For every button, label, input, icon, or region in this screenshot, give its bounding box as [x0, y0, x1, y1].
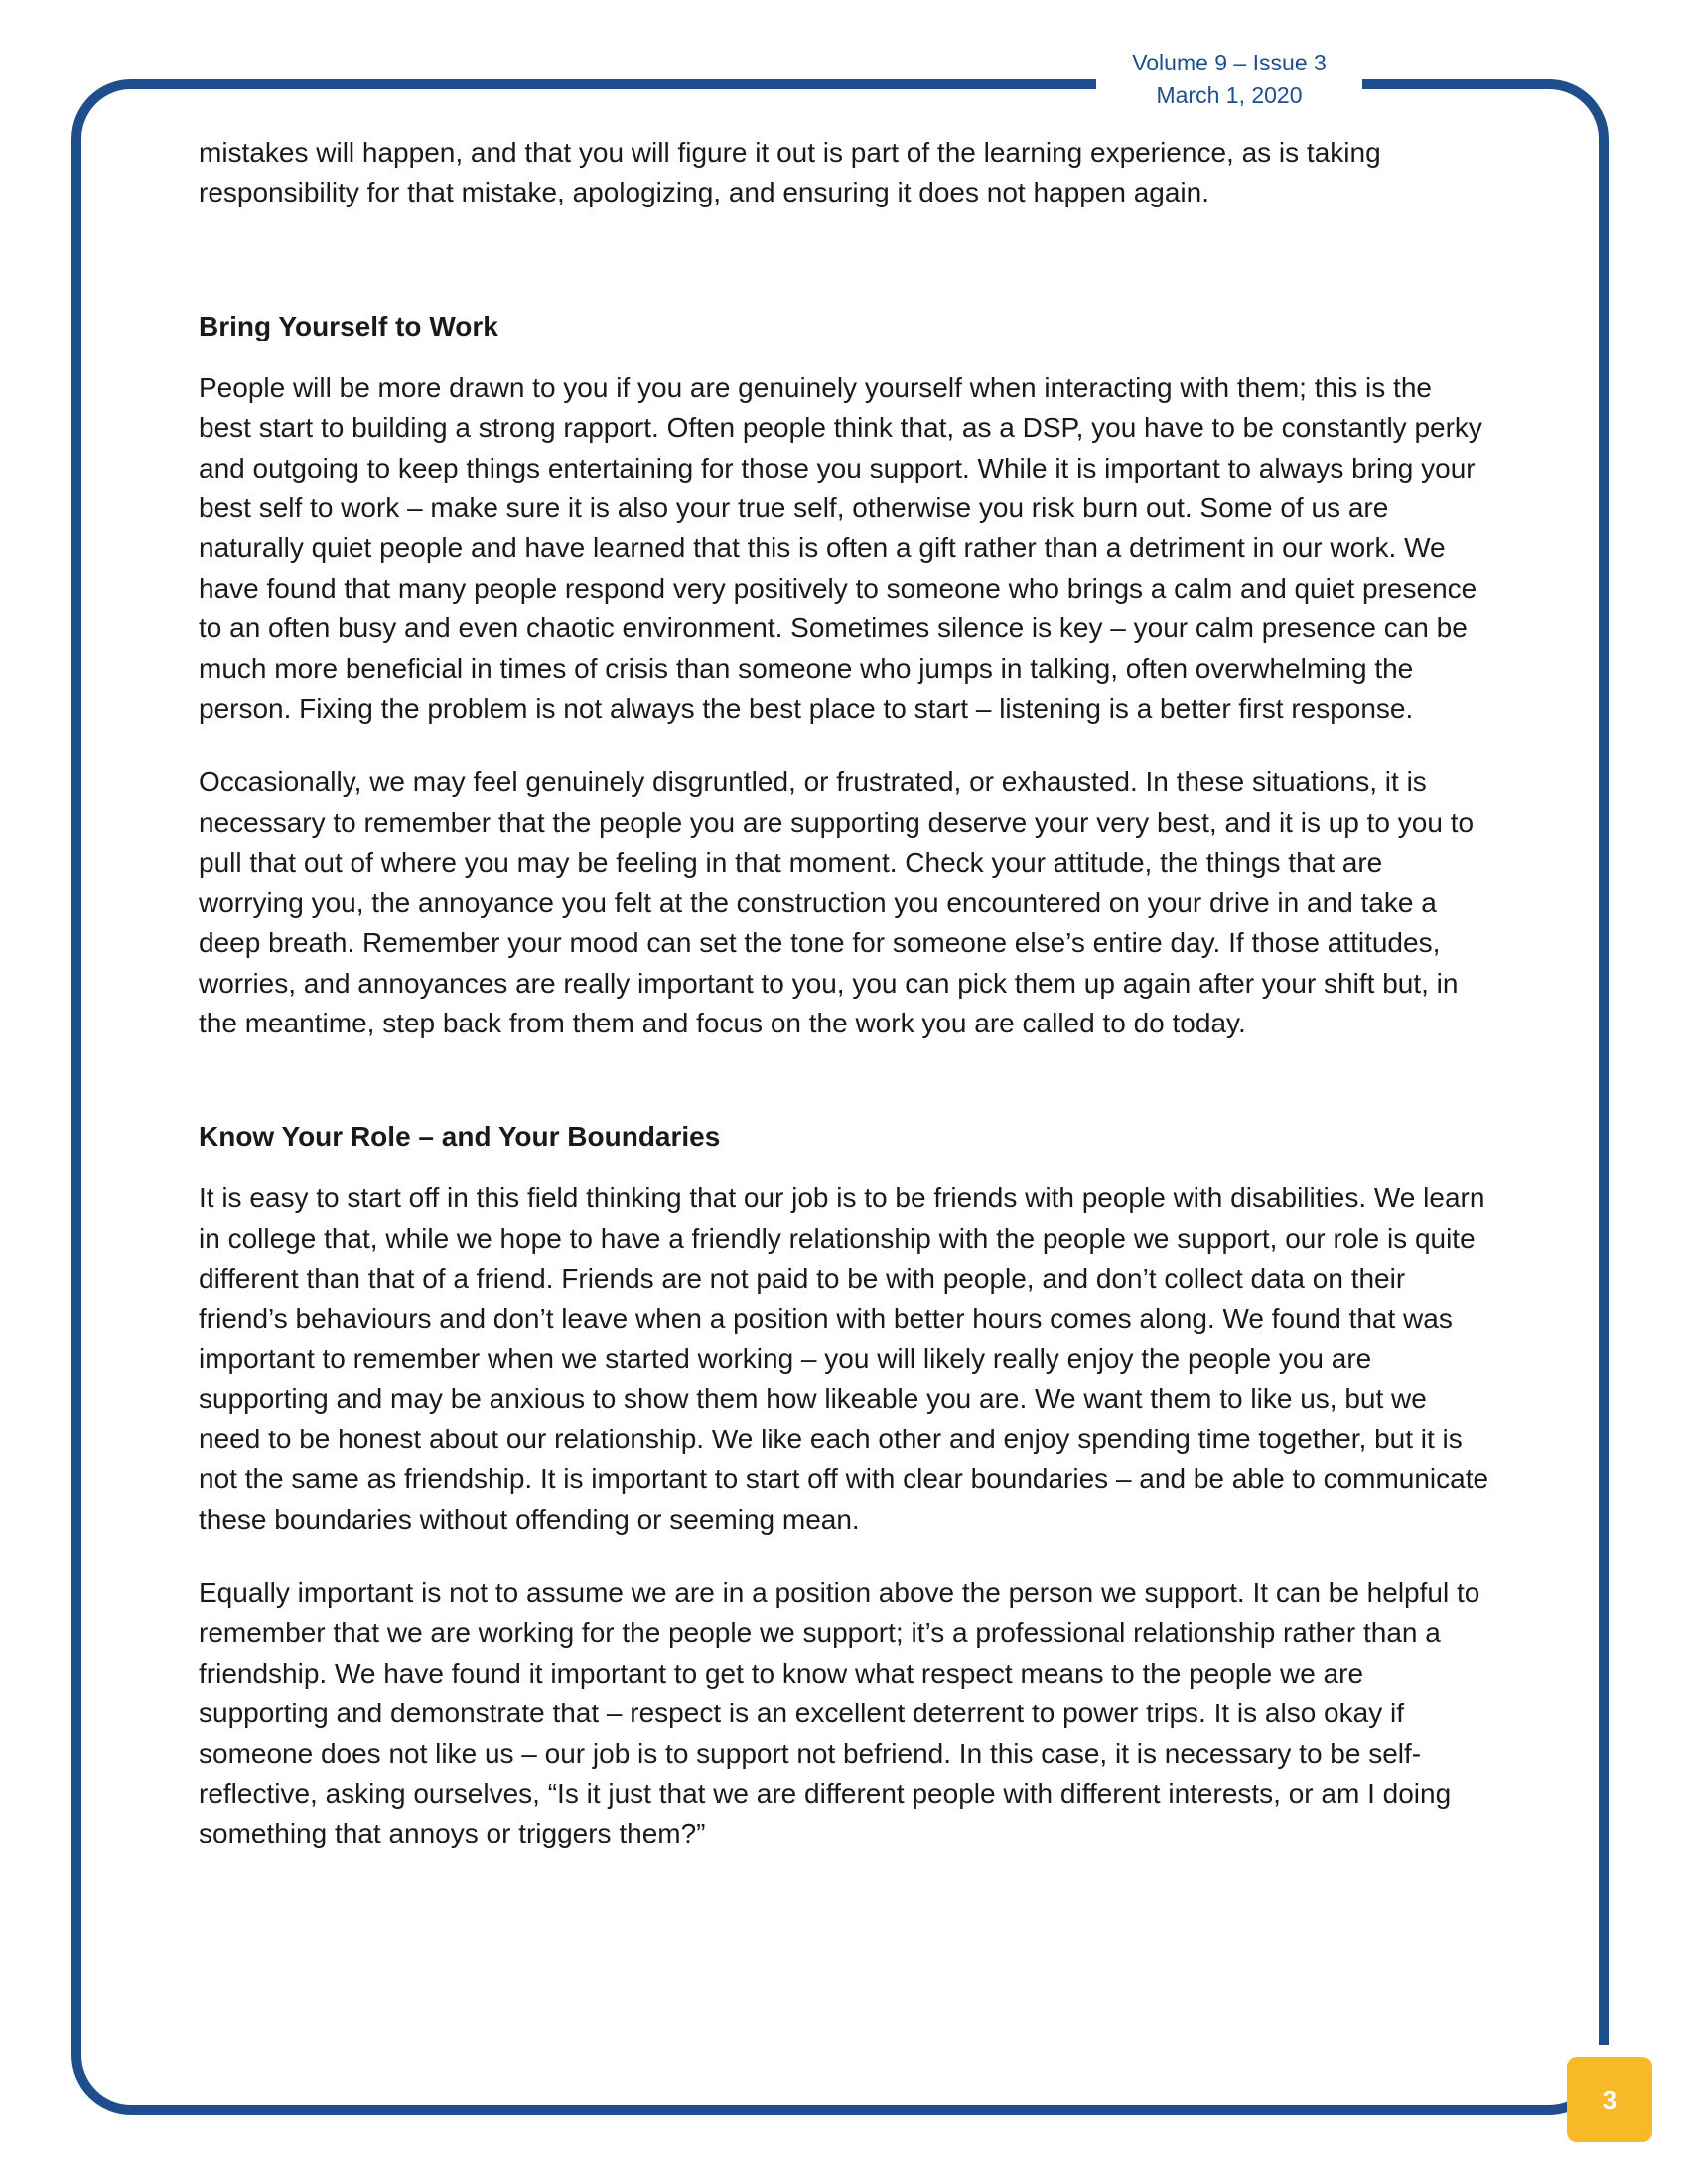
section-heading: Bring Yourself to Work: [199, 310, 498, 341]
paragraph: Occasionally, we may feel genuinely disgruntled, or frustrated, or exhausted. In these situations, it is necessary to remember that the people you are supporting deserve your very best, and it is up to you to pull that out of where you may be feeling in that moment. Check your attitude, the things that are worrying you, the annoyance you felt at the construction you encountered on your drive in and take a deep breath. Remember your mood can set the tone for someone else’s entire day. If those attitudes, worries, and annoyances are really important to you, you can pick them up again after your shift but, in the meantime, step back from them and focus on the work you are called to do today.: [199, 766, 1475, 1038]
article-body: [199, 133, 1489, 1854]
issue-date: March 1, 2020: [1156, 82, 1303, 108]
paragraph: People will be more drawn to you if you are genuinely yourself when interacting with them; this is the best start to building a strong rapport. Often people think that, as a DSP, you have to be constantly perky and outgoing to keep things entertaining for those you support. While it is important to always bring your best self to work – make sure it is also your true self, otherwise you risk burn out. Some of us are naturally quiet people and have learned that this is often a gift rather than a detriment in our work. We have found that many people respond very positively to someone who brings a calm and quiet presence to an often busy and even chaotic environment. Sometimes silence is key – your calm presence can be much more beneficial in times of crisis than someone who jumps in talking, often overwhelming the person. Fixing the problem is not always the best place to start – listening is a better first response.: [199, 371, 1482, 725]
paragraph: Equally important is not to assume we are in a position above the person we support. It can be helpful to remember that we are working for the people we support; it’s a professional relationship rather than a friendship. We have found it important to get to know what respect means to the people we are supporting and demonstrate that – respect is an excellent deterrent to power trips. It is also okay if someone does not like us – our job is to support not befriend. In this case, it is necessary to be self-reflective, asking ourselves, “Is it just that we are different people with different interests, or am I doing something that annoys or triggers them?”: [199, 1576, 1480, 1849]
volume-issue: Volume 9 – Issue 3: [1132, 50, 1327, 75]
page-number-badge: 3: [1567, 2057, 1652, 2142]
intro-paragraph: mistakes will happen, and that you will figure it out is part of the learning experience, as is taking responsibility for that mistake, apologizing, and ensuring it does not happen again.: [199, 137, 1381, 208]
issue-header: [1096, 47, 1362, 112]
section-heading: Know Your Role – and Your Boundaries: [199, 1121, 721, 1153]
paragraph: It is easy to start off in this field thinking that our job is to be friends with people with disabilities. We learn in college that, while we hope to have a friendly relationship with the people we support, our role is quite different than that of a friend. Friends are not paid to be with people, and don’t collect data on their friend’s behaviours and don’t leave when a position with better hours comes along. We found that was important to remember when we started working – you will likely really enjoy the people you are supporting and may be anxious to show them how likeable you are. We want them to like us, but we need to be honest about our relationship. We like each other and enjoy spending time together, but it is not the same as friendship. It is important to start off with clear boundaries – and be able to communicate these boundaries without offending or seeming mean.: [199, 1182, 1489, 1535]
